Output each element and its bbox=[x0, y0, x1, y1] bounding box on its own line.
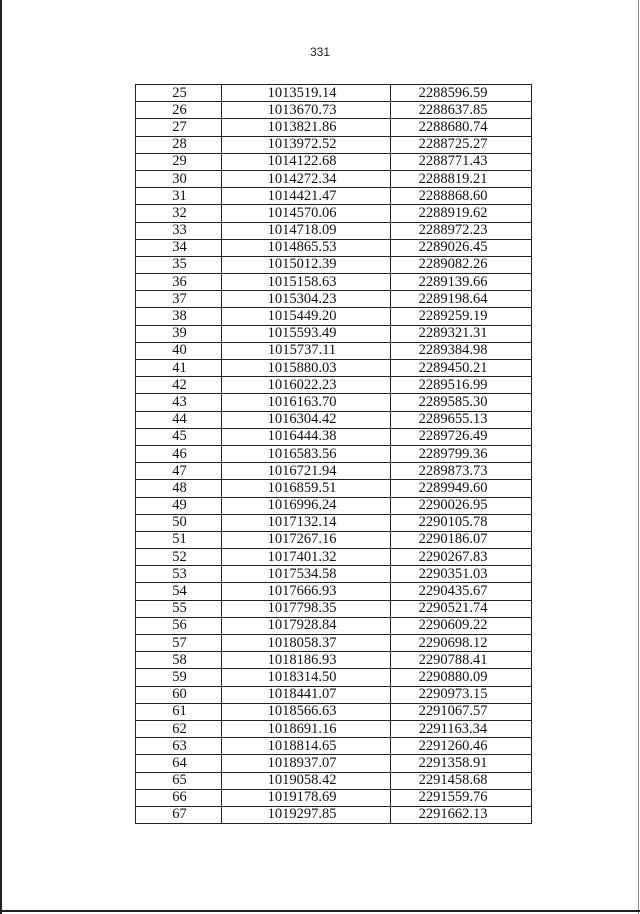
table-row bbox=[136, 170, 532, 187]
point-number-cell: 56 bbox=[136, 617, 222, 634]
easting-cell: 1013519.14 bbox=[222, 85, 391, 102]
point-number-cell: 35 bbox=[136, 256, 222, 273]
easting-cell: 1017928.84 bbox=[222, 617, 391, 634]
point-number-cell: 67 bbox=[136, 806, 222, 823]
easting-cell: 1019178.69 bbox=[222, 789, 391, 806]
point-number-cell: 34 bbox=[136, 239, 222, 256]
easting-cell: 1019297.85 bbox=[222, 806, 391, 823]
point-number-cell: 38 bbox=[136, 308, 222, 325]
easting-cell: 1014570.06 bbox=[222, 205, 391, 222]
point-number-cell: 39 bbox=[136, 325, 222, 342]
northing-cell: 2288637.85 bbox=[391, 102, 532, 119]
point-number-cell: 41 bbox=[136, 360, 222, 377]
table-row bbox=[136, 377, 532, 394]
northing-cell: 2289450.21 bbox=[391, 360, 532, 377]
northing-cell: 2290351.03 bbox=[391, 566, 532, 583]
easting-cell: 1013821.86 bbox=[222, 119, 391, 136]
point-number-cell: 44 bbox=[136, 411, 222, 428]
northing-cell: 2289585.30 bbox=[391, 394, 532, 411]
table-row bbox=[136, 480, 532, 497]
northing-cell: 2291358.91 bbox=[391, 755, 532, 772]
northing-cell: 2289082.26 bbox=[391, 256, 532, 273]
point-number-cell: 30 bbox=[136, 170, 222, 187]
table-row bbox=[136, 428, 532, 445]
point-number-cell: 48 bbox=[136, 480, 222, 497]
northing-cell: 2290521.74 bbox=[391, 600, 532, 617]
table-row bbox=[136, 720, 532, 737]
point-number-cell: 54 bbox=[136, 583, 222, 600]
easting-cell: 1015880.03 bbox=[222, 360, 391, 377]
point-number-cell: 50 bbox=[136, 514, 222, 531]
point-number-cell: 64 bbox=[136, 755, 222, 772]
table-row bbox=[136, 772, 532, 789]
easting-cell: 1014718.09 bbox=[222, 222, 391, 239]
point-number-cell: 51 bbox=[136, 531, 222, 548]
northing-cell: 2289198.64 bbox=[391, 291, 532, 308]
northing-cell: 2291163.34 bbox=[391, 720, 532, 737]
point-number-cell: 43 bbox=[136, 394, 222, 411]
northing-cell: 2291260.46 bbox=[391, 738, 532, 755]
easting-cell: 1016304.42 bbox=[222, 411, 391, 428]
easting-cell: 1017666.93 bbox=[222, 583, 391, 600]
point-number-cell: 42 bbox=[136, 377, 222, 394]
point-number-cell: 45 bbox=[136, 428, 222, 445]
table-row bbox=[136, 85, 532, 102]
northing-cell: 2288972.23 bbox=[391, 222, 532, 239]
easting-cell: 1014122.68 bbox=[222, 153, 391, 170]
table-row bbox=[136, 514, 532, 531]
table-row bbox=[136, 635, 532, 652]
northing-cell: 2290973.15 bbox=[391, 686, 532, 703]
easting-cell: 1018314.50 bbox=[222, 669, 391, 686]
table-row bbox=[136, 136, 532, 153]
northing-cell: 2289321.31 bbox=[391, 325, 532, 342]
table-row bbox=[136, 703, 532, 720]
easting-cell: 1015304.23 bbox=[222, 291, 391, 308]
table-row bbox=[136, 445, 532, 462]
scan-border-left bbox=[0, 0, 2, 914]
table-row bbox=[136, 497, 532, 514]
northing-cell: 2288819.21 bbox=[391, 170, 532, 187]
easting-cell: 1015737.11 bbox=[222, 342, 391, 359]
point-number-cell: 57 bbox=[136, 635, 222, 652]
table-row bbox=[136, 119, 532, 136]
easting-cell: 1014421.47 bbox=[222, 188, 391, 205]
northing-cell: 2288771.43 bbox=[391, 153, 532, 170]
table-row bbox=[136, 566, 532, 583]
point-number-cell: 31 bbox=[136, 188, 222, 205]
point-number-cell: 28 bbox=[136, 136, 222, 153]
easting-cell: 1018691.16 bbox=[222, 720, 391, 737]
point-number-cell: 53 bbox=[136, 566, 222, 583]
point-number-cell: 32 bbox=[136, 205, 222, 222]
table-row bbox=[136, 531, 532, 548]
easting-cell: 1013972.52 bbox=[222, 136, 391, 153]
table-row bbox=[136, 291, 532, 308]
northing-cell: 2290788.41 bbox=[391, 652, 532, 669]
northing-cell: 2291662.13 bbox=[391, 806, 532, 823]
table-row bbox=[136, 205, 532, 222]
northing-cell: 2289726.49 bbox=[391, 428, 532, 445]
easting-cell: 1017132.14 bbox=[222, 514, 391, 531]
easting-cell: 1015012.39 bbox=[222, 256, 391, 273]
easting-cell: 1017798.35 bbox=[222, 600, 391, 617]
northing-cell: 2289655.13 bbox=[391, 411, 532, 428]
table-row bbox=[136, 755, 532, 772]
table-row bbox=[136, 274, 532, 291]
northing-cell: 2289384.98 bbox=[391, 342, 532, 359]
point-number-cell: 60 bbox=[136, 686, 222, 703]
easting-cell: 1014272.34 bbox=[222, 170, 391, 187]
point-number-cell: 58 bbox=[136, 652, 222, 669]
northing-cell: 2290267.83 bbox=[391, 549, 532, 566]
easting-cell: 1014865.53 bbox=[222, 239, 391, 256]
table-row bbox=[136, 549, 532, 566]
table-row bbox=[136, 394, 532, 411]
northing-cell: 2290105.78 bbox=[391, 514, 532, 531]
northing-cell: 2288596.59 bbox=[391, 85, 532, 102]
table-row bbox=[136, 600, 532, 617]
table-row bbox=[136, 669, 532, 686]
table-row bbox=[136, 789, 532, 806]
table-row bbox=[136, 583, 532, 600]
easting-cell: 1019058.42 bbox=[222, 772, 391, 789]
point-number-cell: 25 bbox=[136, 85, 222, 102]
easting-cell: 1016859.51 bbox=[222, 480, 391, 497]
easting-cell: 1016022.23 bbox=[222, 377, 391, 394]
table-row bbox=[136, 806, 532, 823]
easting-cell: 1018186.93 bbox=[222, 652, 391, 669]
northing-cell: 2290435.67 bbox=[391, 583, 532, 600]
northing-cell: 2288919.62 bbox=[391, 205, 532, 222]
point-number-cell: 49 bbox=[136, 497, 222, 514]
point-number-cell: 59 bbox=[136, 669, 222, 686]
northing-cell: 2290609.22 bbox=[391, 617, 532, 634]
point-number-cell: 29 bbox=[136, 153, 222, 170]
table-row bbox=[136, 686, 532, 703]
easting-cell: 1015449.20 bbox=[222, 308, 391, 325]
page-number: 331 bbox=[309, 45, 331, 59]
point-number-cell: 61 bbox=[136, 703, 222, 720]
point-number-cell: 63 bbox=[136, 738, 222, 755]
table-row bbox=[136, 102, 532, 119]
point-number-cell: 46 bbox=[136, 445, 222, 462]
northing-cell: 2288680.74 bbox=[391, 119, 532, 136]
table-row bbox=[136, 222, 532, 239]
point-number-cell: 65 bbox=[136, 772, 222, 789]
easting-cell: 1016721.94 bbox=[222, 463, 391, 480]
northing-cell: 2290186.07 bbox=[391, 531, 532, 548]
table-row bbox=[136, 239, 532, 256]
easting-cell: 1016996.24 bbox=[222, 497, 391, 514]
point-number-cell: 40 bbox=[136, 342, 222, 359]
table-row bbox=[136, 153, 532, 170]
northing-cell: 2291067.57 bbox=[391, 703, 532, 720]
point-number-cell: 47 bbox=[136, 463, 222, 480]
easting-cell: 1016163.70 bbox=[222, 394, 391, 411]
easting-cell: 1015158.63 bbox=[222, 274, 391, 291]
scan-border-bottom bbox=[0, 910, 640, 912]
point-number-cell: 33 bbox=[136, 222, 222, 239]
northing-cell: 2291458.68 bbox=[391, 772, 532, 789]
point-number-cell: 26 bbox=[136, 102, 222, 119]
scan-border-right bbox=[638, 0, 639, 914]
easting-cell: 1018441.07 bbox=[222, 686, 391, 703]
point-number-cell: 27 bbox=[136, 119, 222, 136]
easting-cell: 1016583.56 bbox=[222, 445, 391, 462]
table-row bbox=[136, 342, 532, 359]
table-row bbox=[136, 188, 532, 205]
point-number-cell: 37 bbox=[136, 291, 222, 308]
northing-cell: 2289873.73 bbox=[391, 463, 532, 480]
table-row bbox=[136, 325, 532, 342]
easting-cell: 1017401.32 bbox=[222, 549, 391, 566]
northing-cell: 2289026.45 bbox=[391, 239, 532, 256]
easting-cell: 1017267.16 bbox=[222, 531, 391, 548]
northing-cell: 2289139.66 bbox=[391, 274, 532, 291]
table-row bbox=[136, 360, 532, 377]
northing-cell: 2288868.60 bbox=[391, 188, 532, 205]
northing-cell: 2290026.95 bbox=[391, 497, 532, 514]
point-number-cell: 55 bbox=[136, 600, 222, 617]
point-number-cell: 66 bbox=[136, 789, 222, 806]
easting-cell: 1013670.73 bbox=[222, 102, 391, 119]
northing-cell: 2290880.09 bbox=[391, 669, 532, 686]
table-row bbox=[136, 652, 532, 669]
easting-cell: 1016444.38 bbox=[222, 428, 391, 445]
easting-cell: 1018937.07 bbox=[222, 755, 391, 772]
easting-cell: 1017534.58 bbox=[222, 566, 391, 583]
easting-cell: 1018814.65 bbox=[222, 738, 391, 755]
northing-cell: 2288725.27 bbox=[391, 136, 532, 153]
point-number-cell: 62 bbox=[136, 720, 222, 737]
northing-cell: 2291559.76 bbox=[391, 789, 532, 806]
coordinates-table-body bbox=[136, 85, 532, 824]
easting-cell: 1018566.63 bbox=[222, 703, 391, 720]
northing-cell: 2289516.99 bbox=[391, 377, 532, 394]
easting-cell: 1018058.37 bbox=[222, 635, 391, 652]
northing-cell: 2289259.19 bbox=[391, 308, 532, 325]
table-row bbox=[136, 617, 532, 634]
northing-cell: 2290698.12 bbox=[391, 635, 532, 652]
easting-cell: 1015593.49 bbox=[222, 325, 391, 342]
table-row bbox=[136, 738, 532, 755]
northing-cell: 2289799.36 bbox=[391, 445, 532, 462]
point-number-cell: 52 bbox=[136, 549, 222, 566]
table-row bbox=[136, 308, 532, 325]
table-row bbox=[136, 411, 532, 428]
northing-cell: 2289949.60 bbox=[391, 480, 532, 497]
table-row bbox=[136, 463, 532, 480]
coordinates-table bbox=[135, 84, 532, 824]
table-row bbox=[136, 256, 532, 273]
point-number-cell: 36 bbox=[136, 274, 222, 291]
